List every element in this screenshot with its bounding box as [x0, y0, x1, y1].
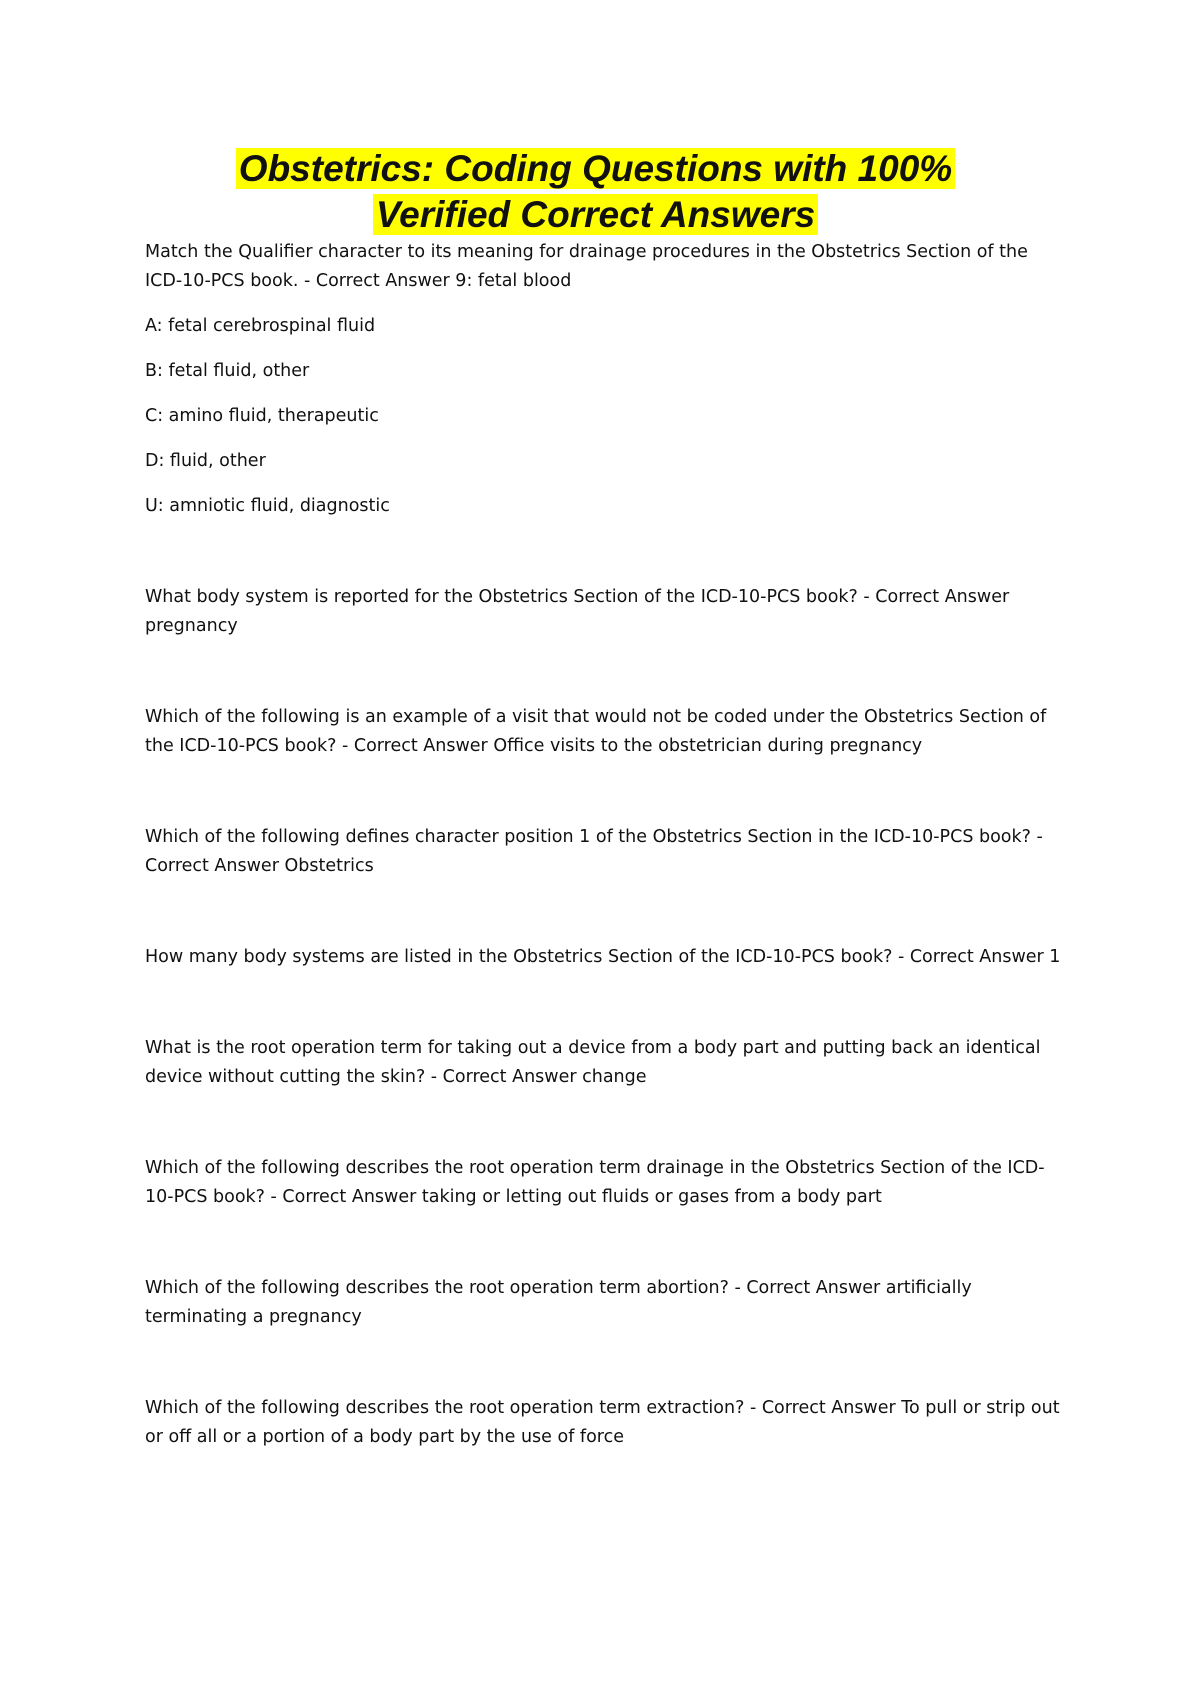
document-title: [120, 146, 1071, 238]
question-drainage-term: Which of the following describes the root operation term drainage in the Obstetrics Section of the ICD-10-PCS book? - Correct Answer taking or letting out fluids or gases from a body part: [145, 1158, 1045, 1207]
question-abortion-term: Which of the following describes the root operation term abortion? - Correct Answer artificially terminating a pregnancy: [145, 1278, 972, 1327]
question-body-system: What body system is reported for the Obstetrics Section of the ICD-10-PCS book? - Correct Answer pregnancy: [145, 587, 1010, 636]
title-line-1: Obstetrics: Coding Questions with 100%: [236, 148, 955, 189]
option-b: B: fetal fluid, other: [145, 361, 310, 381]
question-visit-not-coded: Which of the following is an example of a visit that would not be coded under the Obstetrics Section of the ICD-10-PCS book? - Correct Answer Office visits to the obstetrician during pregnancy: [145, 707, 1047, 756]
option-u: U: amniotic fluid, diagnostic: [145, 496, 390, 516]
question-list: [145, 238, 1065, 1514]
option-c: C: amino fluid, therapeutic: [145, 406, 379, 426]
option-a: A: fetal cerebrospinal fluid: [145, 316, 376, 336]
question-character-position-1: Which of the following defines character position 1 of the Obstetrics Section in the ICD-10-PCS book? - Correct Answer Obstetrics: [145, 827, 1043, 876]
question-change-term: What is the root operation term for taking out a device from a body part and putting back an identical device without cutting the skin? - Correct Answer change: [145, 1038, 1041, 1087]
question-body-systems-count: How many body systems are listed in the Obstetrics Section of the ICD-10-PCS book? - Correct Answer 1: [145, 947, 1061, 967]
question-extraction-term: Which of the following describes the root operation term extraction? - Correct Answer To pull or strip out or off all or a portion of a body part by the use of force: [145, 1398, 1060, 1447]
option-d: D: fluid, other: [145, 451, 266, 471]
title-line-2: Verified Correct Answers: [373, 194, 818, 235]
question-qualifier-match: Match the Qualifier character to its meaning for drainage procedures in the Obstetrics Section of the ICD-10-PCS book. - Correct Answer 9: fetal blood: [145, 242, 1028, 291]
